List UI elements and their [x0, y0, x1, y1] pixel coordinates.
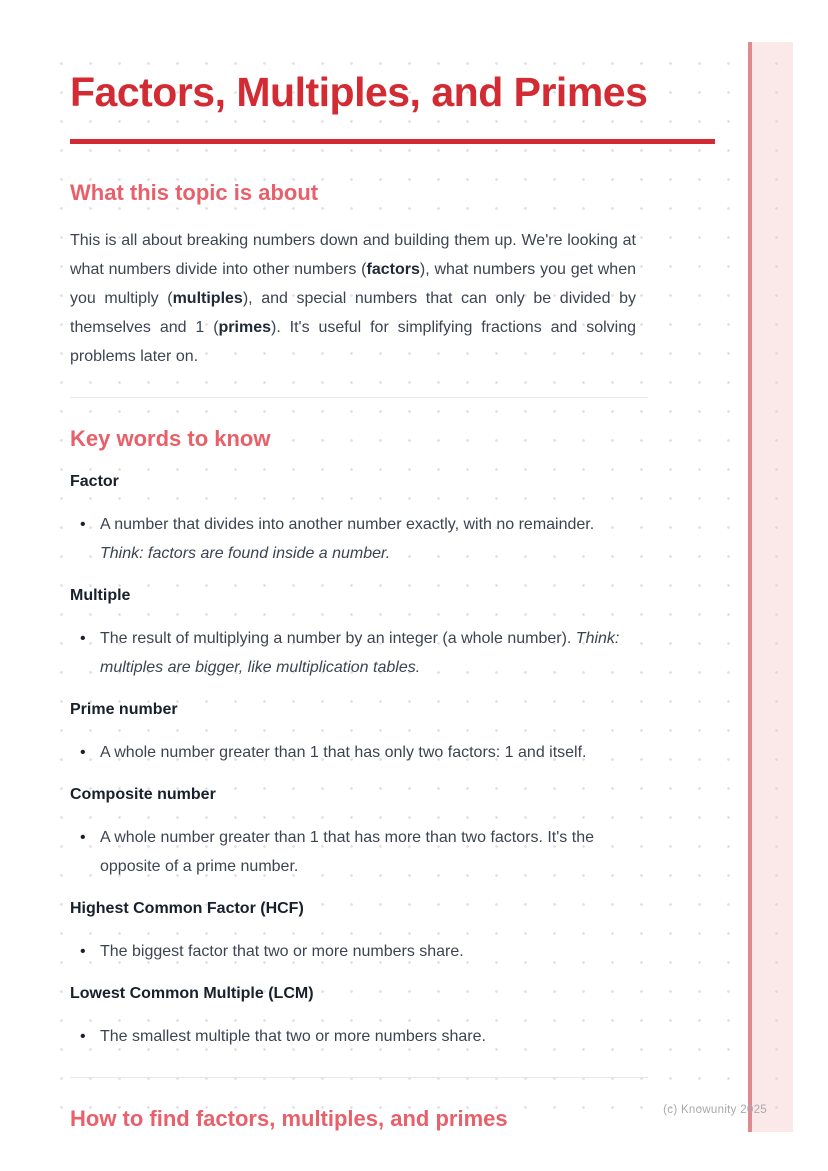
section-heading-howto: How to find factors, multiples, and primes — [70, 1106, 508, 1132]
term-definition: A whole number greater than 1 that has more than two factors. It's the opposite of a prime number. — [100, 829, 594, 876]
intro-paragraph: This is all about breaking numbers down and building them up. We're looking at what numbers divide into other numbers (factors), what numbers you get when you multiply (multiples), and special numbers that can only be divided by themselves and 1 (primes). It's useful for simplifying fractions and solving problems later on. — [70, 232, 637, 366]
keyword-term — [70, 899, 715, 966]
bullet-marker: • — [80, 516, 86, 534]
bullet-marker: • — [80, 1028, 86, 1046]
bullet-item — [70, 937, 630, 966]
keyword-term — [70, 984, 715, 1051]
bullet-item — [70, 1022, 630, 1051]
bullet-item — [70, 510, 630, 568]
keyword-term — [70, 586, 715, 682]
watermark-text: (c) Knowunity 2025 — [663, 1104, 767, 1116]
term-heading: Composite number — [70, 786, 216, 804]
bullet-marker: • — [80, 829, 86, 847]
bullet-marker: • — [80, 630, 86, 648]
bullet-item — [70, 823, 630, 881]
term-definition: The smallest multiple that two or more numbers share. — [100, 1028, 486, 1046]
term-heading: Multiple — [70, 587, 131, 605]
term-heading: Lowest Common Multiple (LCM) — [70, 985, 314, 1003]
term-definition: The biggest factor that two or more numbers share. — [100, 943, 464, 961]
term-heading: Highest Common Factor (HCF) — [70, 900, 304, 918]
bullet-marker: • — [80, 744, 86, 762]
keyword-term-list — [70, 472, 715, 1051]
bullet-marker: • — [80, 943, 86, 961]
keyword-term — [70, 785, 715, 881]
term-definition: A whole number greater than 1 that has only two factors: 1 and itself. — [100, 744, 587, 762]
section-heading-keywords: Key words to know — [70, 426, 271, 452]
section-heading-about: What this topic is about — [70, 180, 319, 206]
term-definition: A number that divides into another number exactly, with no remainder. Think: factors are found inside a number. — [100, 516, 595, 563]
keyword-term — [70, 700, 715, 767]
page-title: Factors, Multiples, and Primes — [70, 69, 648, 115]
term-heading: Prime number — [70, 701, 178, 719]
page-content — [40, 42, 793, 1132]
section-divider — [70, 397, 648, 398]
bullet-item — [70, 738, 630, 767]
term-heading: Factor — [70, 473, 119, 491]
section-divider — [70, 1077, 648, 1078]
term-definition: The result of multiplying a number by an integer (a whole number). Think: multiples are bigger, like multiplication tables. — [100, 630, 620, 677]
bullet-item — [70, 624, 630, 682]
notes-page — [40, 42, 793, 1132]
title-underline — [70, 139, 715, 144]
keyword-term — [70, 472, 715, 568]
